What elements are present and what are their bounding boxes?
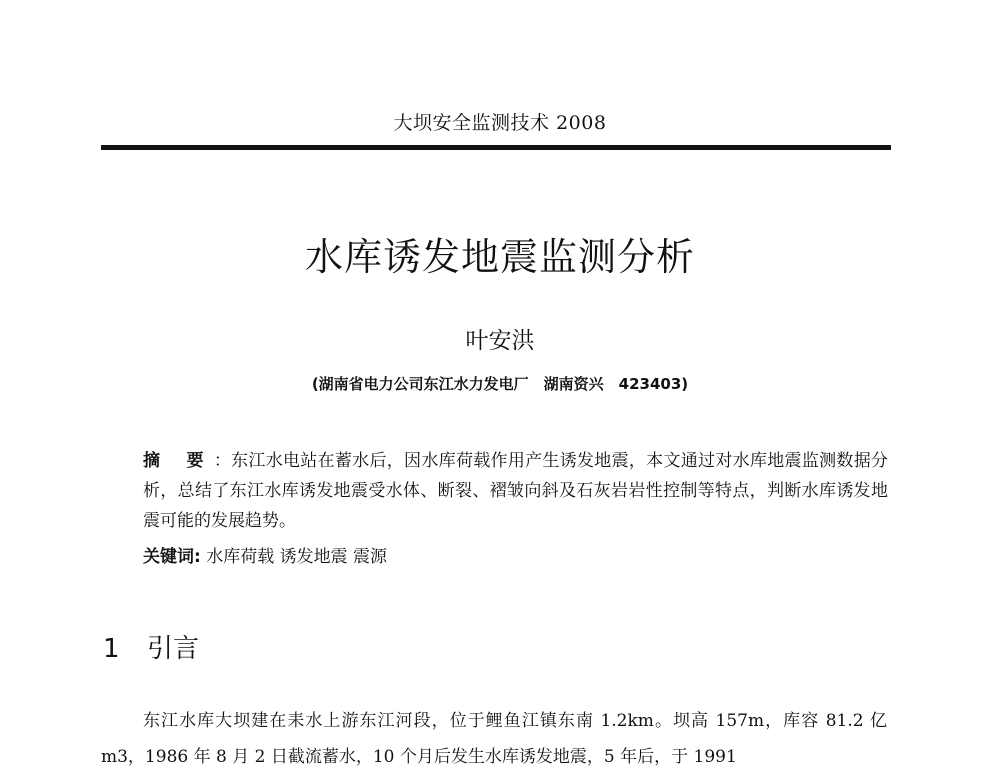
running-head: 大坝安全监测技术 2008 — [393, 112, 607, 134]
keywords — [143, 544, 888, 570]
section-heading — [103, 628, 199, 665]
paper-title: 水库诱发地震监测分析 — [304, 235, 695, 279]
abstract-text: 东江水电站在蓄水后，因水库荷载作用产生诱发地震，本文通过对水库地震监测数据分析，总结了东江水库诱发地震受水体、断裂、褶皱向斜及石灰岩岩性控制等特点，判断水库诱发地震可能的发展趋势。 — [143, 451, 889, 531]
keywords-label: 关键词: — [143, 547, 201, 567]
body-paragraph: 东江水库大坝建在耒水上游东江河段，位于鲤鱼江镇东南 1.2km。坝高 157m，库容 81.2 亿 m3，1986 年 8 月 2 日截流蓄水，10 个月后发生水库诱发地震，5 年后，于 1991 — [101, 711, 887, 767]
section-number: 1 — [103, 634, 120, 664]
abstract: 摘 要：东江水电站在蓄水后，因水库荷载作用产生诱发地震，本文通过对水库地震监测数据分析，总结了东江水库诱发地震受水体、断裂、褶皱向斜及石灰岩岩性控制等特点，判断水库诱发地震可能的发展趋势。 — [143, 451, 889, 531]
section-title: 引言 — [147, 634, 200, 664]
author-affiliation: (湖南省电力公司东江水力发电厂 湖南资兴 423403) — [311, 375, 689, 393]
abstract-label: 摘 要 — [143, 451, 214, 471]
keywords-text: 水库荷载 诱发地震 震源 — [206, 547, 388, 567]
header-rule — [101, 145, 891, 150]
author-name: 叶安洪 — [465, 328, 535, 354]
